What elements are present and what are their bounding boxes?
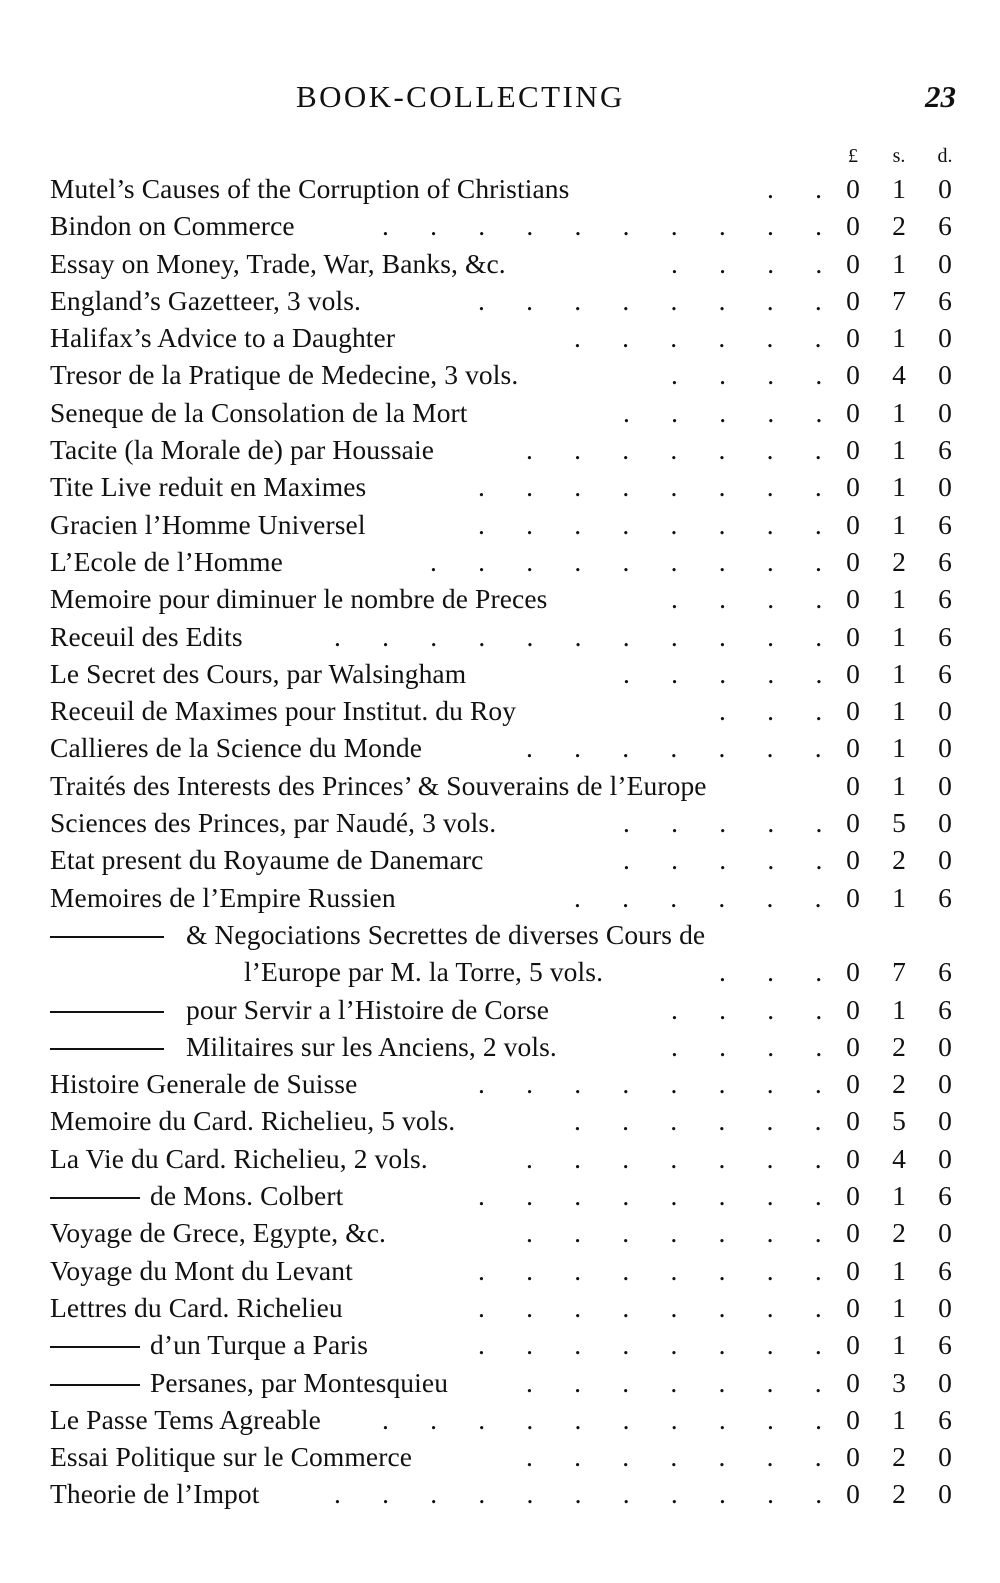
price-pounds: 0 [846, 695, 860, 727]
entry-title: Receuil des Edits [50, 620, 243, 652]
entry-title: Mutel’s Causes of the Corruption of Christians [50, 173, 570, 204]
price-pence: 0 [938, 1291, 952, 1323]
price-shillings: 1 [892, 695, 906, 727]
price-pounds: 0 [846, 1105, 860, 1137]
dot-leader: . . . . . . . [526, 1142, 822, 1174]
dot-leader: . . . . . . . [526, 1366, 822, 1398]
list-item [0, 543, 1000, 580]
shillings-column-header: s. [892, 145, 906, 167]
price-pence: 6 [938, 1329, 952, 1361]
price-shillings: 2 [892, 1030, 906, 1062]
list-item [0, 1326, 1000, 1363]
entry-title: Le Passe Tems Agreable [50, 1403, 321, 1435]
ditto-rule [50, 936, 164, 938]
entry-title: Lettres du Card. Richelieu [50, 1291, 343, 1323]
price-pounds: 0 [846, 993, 860, 1025]
dot-leader: . . . . [671, 359, 823, 391]
price-pence: 6 [938, 956, 952, 988]
entry-title: La Vie du Card. Richelieu, 2 vols. [50, 1142, 428, 1174]
list-item [0, 618, 1000, 655]
price-pounds: 0 [846, 210, 860, 242]
price-shillings: 2 [892, 1441, 906, 1473]
price-pence: 0 [938, 769, 952, 801]
ditto-rule [50, 1048, 164, 1050]
entry-title: Voyage du Mont du Levant [50, 1254, 353, 1286]
pounds-column-header: £ [848, 145, 858, 167]
list-item [0, 1140, 1000, 1177]
list-item [0, 879, 1000, 916]
price-pence: 0 [938, 1142, 952, 1174]
price-pence: 6 [938, 993, 952, 1025]
list-item [0, 729, 1000, 766]
entry-title: Traités des Interests des Princes’ & Souverains de l’Europe [50, 769, 707, 801]
price-shillings: 1 [892, 1403, 906, 1435]
list-item [0, 506, 1000, 543]
dot-leader: . . . . . . [574, 1105, 822, 1137]
entry-title: l’Europe par M. la Torre, 5 vols. [244, 956, 604, 988]
list-item [0, 1438, 1000, 1475]
list-item [0, 1364, 1000, 1401]
price-pence: 6 [938, 1254, 952, 1286]
dot-leader: . . . . . . . [526, 732, 822, 764]
price-pounds: 0 [846, 1254, 860, 1286]
entry-title: Seneque de la Consolation de la Mort [50, 396, 468, 428]
price-shillings: 1 [892, 881, 906, 913]
dot-leader: . . . . . [623, 396, 823, 428]
entry-title: Halifax’s Advice to a Daughter [50, 322, 396, 354]
price-pence: 0 [938, 1366, 952, 1398]
price-pence: 0 [938, 844, 952, 876]
price-shillings: 2 [892, 1478, 906, 1510]
price-pence: 0 [938, 247, 952, 279]
price-pounds: 0 [846, 844, 860, 876]
ditto-rule [50, 1384, 140, 1386]
price-shillings: 4 [892, 1142, 906, 1174]
entry-title: Gracien l’Homme Universel [50, 508, 366, 540]
dot-leader: . . . [719, 956, 823, 988]
entry-title: Essay on Money, Trade, War, Banks, &c. [50, 247, 506, 279]
price-pounds: 0 [846, 583, 860, 615]
entry-title: Memoire du Card. Richelieu, 5 vols. [50, 1105, 456, 1137]
price-shillings: 1 [892, 1329, 906, 1361]
list-item [0, 991, 1000, 1028]
dot-leader: . . . . . . . [526, 1217, 822, 1249]
list-item [0, 319, 1000, 356]
price-pounds: 0 [846, 620, 860, 652]
list-item [0, 1475, 1000, 1512]
price-pence: 6 [938, 1180, 952, 1212]
price-pounds: 0 [846, 545, 860, 577]
price-shillings: 1 [892, 993, 906, 1025]
entry-title: Receuil de Maximes pour Institut. du Roy [50, 695, 517, 727]
price-pence: 0 [938, 1105, 952, 1137]
ditto-rule [50, 1011, 164, 1013]
list-item [0, 767, 1000, 804]
entry-title: Theorie de l’Impot [50, 1478, 260, 1510]
list-item [0, 953, 1000, 990]
price-pence: 0 [938, 807, 952, 839]
dot-leader: . . . . . . . . . . [382, 210, 822, 242]
price-pounds: 0 [846, 657, 860, 689]
entry-title: Militaires sur les Anciens, 2 vols. [186, 1030, 557, 1062]
price-shillings: 1 [892, 1291, 906, 1323]
dot-leader: . . . . . . . . . . . [334, 1478, 823, 1510]
list-item [0, 841, 1000, 878]
dot-leader: . . . . . [623, 844, 823, 876]
entry-title: Bindon on Commerce [50, 210, 295, 242]
dot-leader: . . . . . . . . . [430, 545, 822, 577]
price-pence: 6 [938, 545, 952, 577]
price-pounds: 0 [846, 1366, 860, 1398]
list-item [0, 1214, 1000, 1251]
price-shillings: 1 [892, 322, 906, 354]
dot-leader: . . . . . . . . [478, 284, 822, 316]
price-shillings: 7 [892, 956, 906, 988]
price-pounds: 0 [846, 359, 860, 391]
price-shillings: 7 [892, 284, 906, 316]
price-pence: 0 [938, 1441, 952, 1473]
list-item [0, 1177, 1000, 1214]
price-shillings: 1 [892, 396, 906, 428]
dot-leader: . . . [719, 695, 823, 727]
page-title: BOOK-COLLECTING [296, 79, 625, 114]
entry-title: L’Ecole de l’Homme [50, 545, 283, 577]
price-pounds: 0 [846, 1291, 860, 1323]
entry-title: Memoire pour diminuer le nombre de Preces [50, 583, 548, 615]
price-pounds: 0 [846, 1180, 860, 1212]
list-item [0, 916, 1000, 953]
price-pounds: 0 [846, 881, 860, 913]
dot-leader: . . . . . . . . [478, 1254, 822, 1286]
entry-title: England’s Gazetteer, 3 vols. [50, 284, 361, 316]
price-list [0, 170, 1000, 1513]
entry-title: pour Servir a l’Histoire de Corse [186, 993, 550, 1025]
price-shillings: 1 [892, 508, 906, 540]
list-item [0, 1028, 1000, 1065]
entry-title: Persanes, par Montesquieu [150, 1366, 449, 1398]
price-shillings: 5 [892, 1105, 906, 1137]
entry-title: & Negociations Secrettes de diverses Cours de [186, 918, 706, 950]
price-pounds: 0 [846, 173, 860, 204]
price-pence: 6 [938, 1403, 952, 1435]
list-item [0, 1289, 1000, 1326]
list-item [0, 431, 1000, 468]
price-pence: 0 [938, 695, 952, 727]
price-shillings: 3 [892, 1366, 906, 1398]
price-pounds: 0 [846, 1030, 860, 1062]
entry-title: Voyage de Grece, Egypte, &c. [50, 1217, 386, 1249]
price-shillings: 1 [892, 471, 906, 503]
price-pence: 6 [938, 284, 952, 316]
price-pence: 0 [938, 1217, 952, 1249]
price-pounds: 0 [846, 322, 860, 354]
ditto-rule [50, 1346, 140, 1348]
price-pounds: 0 [846, 769, 860, 801]
price-pence: 0 [938, 1068, 952, 1100]
price-pence: 0 [938, 471, 952, 503]
price-pence: 0 [938, 732, 952, 764]
price-shillings: 1 [892, 620, 906, 652]
list-item [0, 394, 1000, 431]
price-pounds: 0 [846, 508, 860, 540]
price-pounds: 0 [846, 732, 860, 764]
price-pence: 6 [938, 657, 952, 689]
entry-title: Callieres de la Science du Monde [50, 732, 423, 764]
price-shillings: 2 [892, 844, 906, 876]
price-shillings: 1 [892, 434, 906, 466]
list-item [0, 356, 1000, 393]
list-item [0, 1252, 1000, 1289]
price-pounds: 0 [846, 471, 860, 503]
dot-leader: . . . . . . . . [478, 1180, 822, 1212]
price-shillings: 2 [892, 545, 906, 577]
price-shillings: 1 [892, 1254, 906, 1286]
pence-column-header: d. [937, 145, 953, 167]
list-item [0, 170, 1000, 207]
entry-title: Essai Politique sur le Commerce [50, 1441, 413, 1473]
dot-leader: . . . . . [623, 657, 823, 689]
dot-leader: . . . . . . . . . . . [334, 620, 823, 652]
price-shillings: 1 [892, 1180, 906, 1212]
price-pounds: 0 [846, 1217, 860, 1249]
entry-title: Etat present du Royaume de Danemarc [50, 844, 484, 876]
price-pounds: 0 [846, 284, 860, 316]
price-pence: 0 [938, 396, 952, 428]
entry-title: de Mons. Colbert [150, 1180, 344, 1212]
price-pounds: 0 [846, 1329, 860, 1361]
price-pence: 0 [938, 322, 952, 354]
price-pence: 6 [938, 881, 952, 913]
dot-leader: . . . . [671, 1030, 823, 1062]
price-pounds: 0 [846, 1068, 860, 1100]
price-pounds: 0 [846, 247, 860, 279]
dot-leader: . . [767, 173, 822, 204]
price-pounds: 0 [846, 1478, 860, 1510]
price-shillings: 1 [892, 247, 906, 279]
price-shillings: 2 [892, 210, 906, 242]
price-pounds: 0 [846, 1403, 860, 1435]
running-head [0, 72, 1000, 122]
dot-leader: . . . . [671, 583, 823, 615]
price-pence: 6 [938, 434, 952, 466]
dot-leader: . . . . [671, 247, 823, 279]
price-pence: 6 [938, 210, 952, 242]
price-pounds: 0 [846, 1142, 860, 1174]
dot-leader: . . . . [671, 993, 823, 1025]
list-item [0, 468, 1000, 505]
dot-leader: . . . . . . . . [478, 471, 822, 503]
ditto-rule [50, 1197, 140, 1199]
entry-title: Tacite (la Morale de) par Houssaie [50, 434, 435, 466]
price-pence: 0 [938, 173, 952, 204]
dot-leader: . . . . . . [574, 881, 822, 913]
list-item [0, 1065, 1000, 1102]
dot-leader: . . . . . . . . [478, 1068, 822, 1100]
dot-leader: . . . . . . . [526, 434, 822, 466]
page-number: 23 [925, 79, 956, 114]
price-shillings: 1 [892, 657, 906, 689]
list-item [0, 1401, 1000, 1438]
list-item [0, 1102, 1000, 1139]
price-pence: 6 [938, 508, 952, 540]
dot-leader: . . . . . . . . [478, 1329, 822, 1361]
price-shillings: 4 [892, 359, 906, 391]
price-shillings: 1 [892, 173, 906, 204]
dot-leader: . . . . . . . [526, 1441, 822, 1473]
entry-title: Sciences des Princes, par Naudé, 3 vols. [50, 807, 497, 839]
list-item [0, 245, 1000, 282]
dot-leader: . . . . . . . . . . [382, 1403, 822, 1435]
price-pounds: 0 [846, 396, 860, 428]
price-pounds: 0 [846, 434, 860, 466]
list-item [0, 804, 1000, 841]
price-pence: 6 [938, 583, 952, 615]
price-pence: 0 [938, 1478, 952, 1510]
price-shillings: 2 [892, 1068, 906, 1100]
price-pence: 0 [938, 1030, 952, 1062]
price-shillings: 1 [892, 583, 906, 615]
price-pounds: 0 [846, 807, 860, 839]
list-item [0, 655, 1000, 692]
price-shillings: 2 [892, 1217, 906, 1249]
list-item [0, 692, 1000, 729]
price-pence: 0 [938, 359, 952, 391]
price-shillings: 1 [892, 769, 906, 801]
entry-title: Histoire Generale de Suisse [50, 1068, 358, 1100]
dot-leader: . . . . . [623, 807, 823, 839]
price-pounds: 0 [846, 956, 860, 988]
price-pounds: 0 [846, 1441, 860, 1473]
price-shillings: 5 [892, 807, 906, 839]
price-shillings: 1 [892, 732, 906, 764]
dot-leader: . . . . . . . . [478, 1291, 822, 1323]
price-pence: 6 [938, 620, 952, 652]
entry-title: d’un Turque a Paris [150, 1329, 369, 1361]
entry-title: Tite Live reduit en Maximes [50, 471, 367, 503]
list-item [0, 580, 1000, 617]
entry-title: Tresor de la Pratique de Medecine, 3 vols. [50, 359, 519, 391]
entry-title: Memoires de l’Empire Russien [50, 881, 396, 913]
list-item [0, 207, 1000, 244]
dot-leader: . . . . . . . . [478, 508, 822, 540]
entry-title: Le Secret des Cours, par Walsingham [50, 657, 467, 689]
dot-leader: . . . . . . [574, 322, 822, 354]
list-item [0, 282, 1000, 319]
